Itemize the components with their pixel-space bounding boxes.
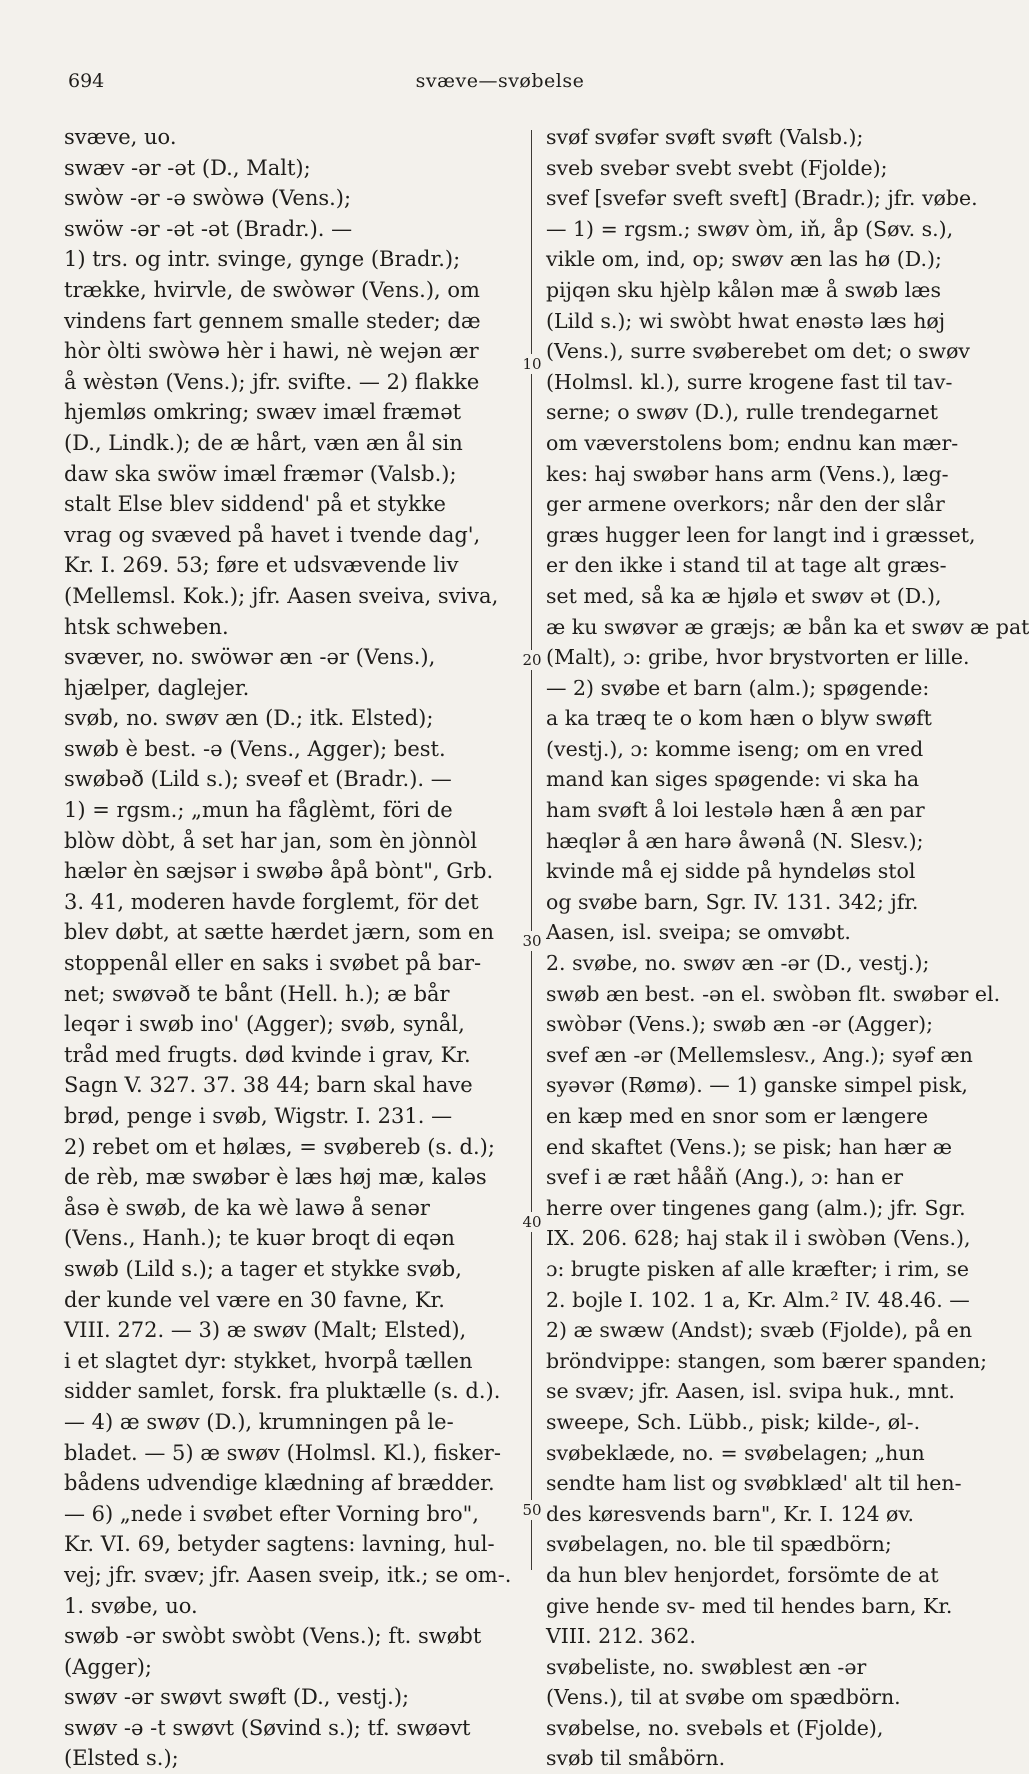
text-line: kes: haj swøbər hans arm (Vens.), læg- [546,461,949,486]
text-line: IX. 206. 628; haj stak il i swòbən (Vens.), [546,1226,971,1251]
text-line: blòw dòbt, å set har jan, som èn jònnòl [64,828,478,853]
text-line: swøb -ər swòbt swòbt (Vens.); ft. swøbt [64,1624,482,1649]
text-line: swöw -ər -ət -ət (Bradr.). — [64,216,353,241]
text-line: htsk schweben. [64,614,229,639]
text-line: — 1) = rgsm.; swøv òm, iň, åp (Søv. s.), [546,216,954,241]
text-line: en kæp med en snor som er længere [546,1104,929,1128]
text-line: svøbelagen, no. ble til spædbörn; [546,1532,892,1557]
text-line: swøbəð (Lild s.); sveəf et (Bradr.). — [64,767,452,792]
line-number-marker: 30 [518,931,546,951]
text-line: syəvər (Rømø). — 1) ganske simpel pisk, [546,1073,968,1098]
text-line: 1. svøbe, uo. [64,1593,198,1618]
text-line: bådens udvendige klædning af brædder. [64,1471,495,1496]
text-line: se svæv; jfr. Aasen, isl. svipa huk., mnt. [546,1379,955,1404]
text-line: des køresvends barn", Kr. I. 124 øv. [546,1501,915,1526]
text-line: hòr òlti swòwə hèr i hawi, nè wejən ær [64,339,479,364]
text-line: græs hugger leen for langt ind i græsset, [546,522,976,547]
text-line: (Lild s.); wi swòbt hwat enəstə læs høj [546,308,946,333]
text-line: i et slagtet dyr: stykket, hvorpå tællen [64,1348,473,1373]
right-column [546,122,1029,1774]
text-line: (Malt), ɔ: gribe, hvor brystvorten er lille. [546,645,970,670]
text-line: hæqlər å æn harə åwənå (N. Slesv.); [546,828,924,853]
text-line: (vestj.), ɔ: komme iseng; om en vred [546,736,924,761]
text-line: swæv -ər -ət (D., Malt); [64,155,311,180]
text-line: a ka træq te o kom hæn o blyw swøft [546,706,932,731]
text-line: å wèstən (Vens.); jfr. svifte. — 2) flakke [64,369,480,394]
text-line: daw ska swöw imæl fræmər (Valsb.); [64,461,457,486]
line-number-marker: 40 [518,1212,546,1232]
text-line: VIII. 272. — 3) æ swøv (Malt; Elsted), [64,1318,467,1343]
left-column [64,122,520,1774]
text-line: 2. bojle I. 102. 1 a, Kr. Alm.² IV. 48.46. — [546,1287,970,1312]
text-line: — 4) æ swøv (D.), krumningen på le- [64,1409,454,1434]
text-line: (Vens.), til at svøbe om spædbörn. [546,1685,901,1710]
text-line: åsə è swøb, de ka wè lawə å senər [64,1195,430,1220]
text-line: herre over tingenes gang (alm.); jfr. Sgr. [546,1195,966,1220]
line-number-marker: 10 [518,354,546,374]
text-line: svøb til småbörn. [546,1746,726,1771]
line-number-marker: 50 [518,1500,546,1520]
text-line: 1) = rgsm.; „mun ha fåglèmt, föri de [64,798,453,823]
text-line: ham svøft å loi lestələ hæn å æn par [546,798,925,823]
text-line: vikle om, ind, op; swøv æn las hø (D.); [546,247,942,272]
column-rule [531,130,532,1570]
text-line: swòbər (Vens.); swøb æn -ər (Agger); [546,1012,933,1037]
text-line: Sagn V. 327. 37. 38 44; barn skal have [64,1073,473,1098]
text-line: bladet. — 5) æ swøv (Holmsl. Kl.), fisker- [64,1440,501,1465]
text-line: trække, hvirvle, de swòwər (Vens.), om [64,277,480,302]
text-line: — 6) „nede i svøbet efter Vorning bro", [64,1501,479,1526]
text-line: bröndvippe: stangen, som bærer spanden; [546,1348,988,1373]
text-line: 2) rebet om et hølæs, = svøbereb (s. d.); [64,1134,495,1159]
text-line: end skaftet (Vens.); se pisk; han hær æ [546,1134,952,1159]
text-line: hælər èn sæjsər i swøbə åpå bònt", Grb. [64,859,494,884]
text-line: sidder samlet, forsk. fra pluktælle (s. d.). [64,1379,501,1404]
text-line: (Agger); [64,1654,152,1679]
text-line: pijqən sku hjèlp kålən mæ å swøb læs [546,277,941,302]
text-line: swøv -ər swøvt swøft (D., vestj.); [64,1685,410,1710]
text-line: vindens fart gennem smalle steder; dæ [64,308,481,333]
text-line: kvinde må ej sidde på hyndeløs stol [546,859,916,884]
text-line: (Vens.), surre svøberebet om det; o swøv [546,339,970,364]
text-line: og svøbe barn, Sgr. IV. 131. 342; jfr. [546,889,919,914]
text-line: (D., Lindk.); de æ hårt, væn æn ål sin [64,430,463,455]
text-line: give hende sv- med til hendes barn, Kr. [546,1593,953,1618]
text-line: (Holmsl. kl.), surre krogene fast til tav- [546,369,953,394]
text-line: svøbelse, no. svebəls et (Fjolde), [546,1715,884,1740]
line-number-marker: 20 [518,650,546,670]
text-line: vej; jfr. svæv; jfr. Aasen sveip, itk.; se om-. [64,1562,512,1587]
text-line: 1) trs. og intr. svinge, gynge (Bradr.); [64,247,461,272]
page-header [68,70,932,100]
text-line: æ ku swøvər æ græjs; æ bån ka et swøv æ pat [546,614,1029,639]
text-line: swøb æn best. -ən el. swòbən flt. swøbər el. [546,981,1001,1006]
text-line: sweepe, Sch. Lübb., pisk; kilde-, øl-. [546,1409,921,1434]
text-line: Kr. VI. 69, betyder sagtens: lavning, hul- [64,1532,495,1557]
text-line: net; swøvəð te bånt (Hell. h.); æ bår [64,981,450,1006]
text-line: (Elsted s.); [64,1746,179,1771]
text-line: er den ikke i stand til at tage alt græs- [546,553,947,578]
text-line: sveb svebər svebt svebt (Fjolde); [546,155,888,180]
text-line: svef [svefər sveft sveft] (Bradr.); jfr. vøbe. [546,186,978,211]
text-line: svef æn -ər (Mellemslesv., Ang.); syəf æn [546,1042,973,1067]
text-line: 2) æ swæw (Andst); svæb (Fjolde), på en [546,1318,973,1343]
text-line: swøb (Lild s.); a tager et stykke svøb, [64,1256,462,1281]
text-line: swòw -ər -ə swòwə (Vens.); [64,186,352,211]
text-line: swøv -ə -t swøvt (Søvind s.); tf. swøəvt [64,1715,471,1740]
text-line: stoppenål eller en saks i svøbet på bar- [64,951,482,976]
text-line: leqər i swøb ino' (Agger); svøb, synål, [64,1012,465,1037]
text-line: svøf svøfər svøft svøft (Valsb.); [546,125,864,149]
text-line: 3. 41, moderen havde forglemt, för det [64,889,479,914]
text-line: ɔ: brugte pisken af alle kræfter; i rim, se [546,1256,970,1281]
text-line: Aasen, isl. sveipa; se omvøbt. [546,920,851,945]
text-line: da hun blev henjordet, forsömte de at [546,1562,939,1587]
text-line: svøbeklæde, no. = svøbelagen; „hun [546,1440,925,1465]
text-line: sendte ham list og svøbklæd' alt til hen- [546,1471,962,1496]
text-line: (Vens., Hanh.); te kuər broqt di eqən [64,1226,455,1251]
text-line: de rèb, mæ swøbər è læs høj mæ, kaləs [64,1165,487,1190]
text-line: hjemløs omkring; swæv imæl fræmət [64,400,462,425]
text-line: ger armene overkors; når den der slår [546,492,945,517]
text-line: mand kan siges spøgende: vi ska ha [546,767,920,792]
running-title: svæve—svøbelse [415,70,585,92]
text-line: hjælper, daglejer. [64,675,250,700]
text-line: vrag og svæved på havet i tvende dag', [64,522,481,547]
text-line: svæver, no. swöwər æn -ər (Vens.), [64,645,436,670]
text-line: svæve, uo. [64,125,177,149]
text-line: svef i æ ræt hååň (Ang.), ɔ: han er [546,1165,904,1190]
text-line: der kunde vel være en 30 favne, Kr. [64,1287,445,1312]
text-line: — 2) svøbe et barn (alm.); spøgende: [546,675,930,700]
text-line: blev døbt, at sætte hærdet jærn, som en [64,920,494,945]
text-line: VIII. 212. 362. [546,1624,696,1649]
text-line: brød, penge i svøb, Wigstr. I. 231. — [64,1104,453,1128]
page-number: 694 [68,70,105,92]
text-line: (Mellemsl. Kok.); jfr. Aasen sveiva, sviva, [64,583,499,608]
text-line: 2. svøbe, no. swøv æn -ər (D., vestj.); [546,951,930,976]
text-line: serne; o swøv (D.), rulle trendegarnet [546,400,938,425]
text-line: om væverstolens bom; endnu kan mær- [546,430,959,455]
text-line: svøb, no. swøv æn (D.; itk. Elsted); [64,706,434,731]
text-line: swøb è best. -ə (Vens., Agger); best. [64,736,446,761]
text-line: Kr. I. 269. 53; føre et udsvævende liv [64,553,459,578]
text-line: svøbeliste, no. swøblest æn -ər [546,1654,867,1679]
text-line: tråd med frugts. død kvinde i grav, Kr. [64,1042,471,1067]
text-line: set med, så ka æ hjølə et swøv ət (D.), [546,583,942,608]
text-line: stalt Else blev siddend' på et stykke [64,492,446,517]
